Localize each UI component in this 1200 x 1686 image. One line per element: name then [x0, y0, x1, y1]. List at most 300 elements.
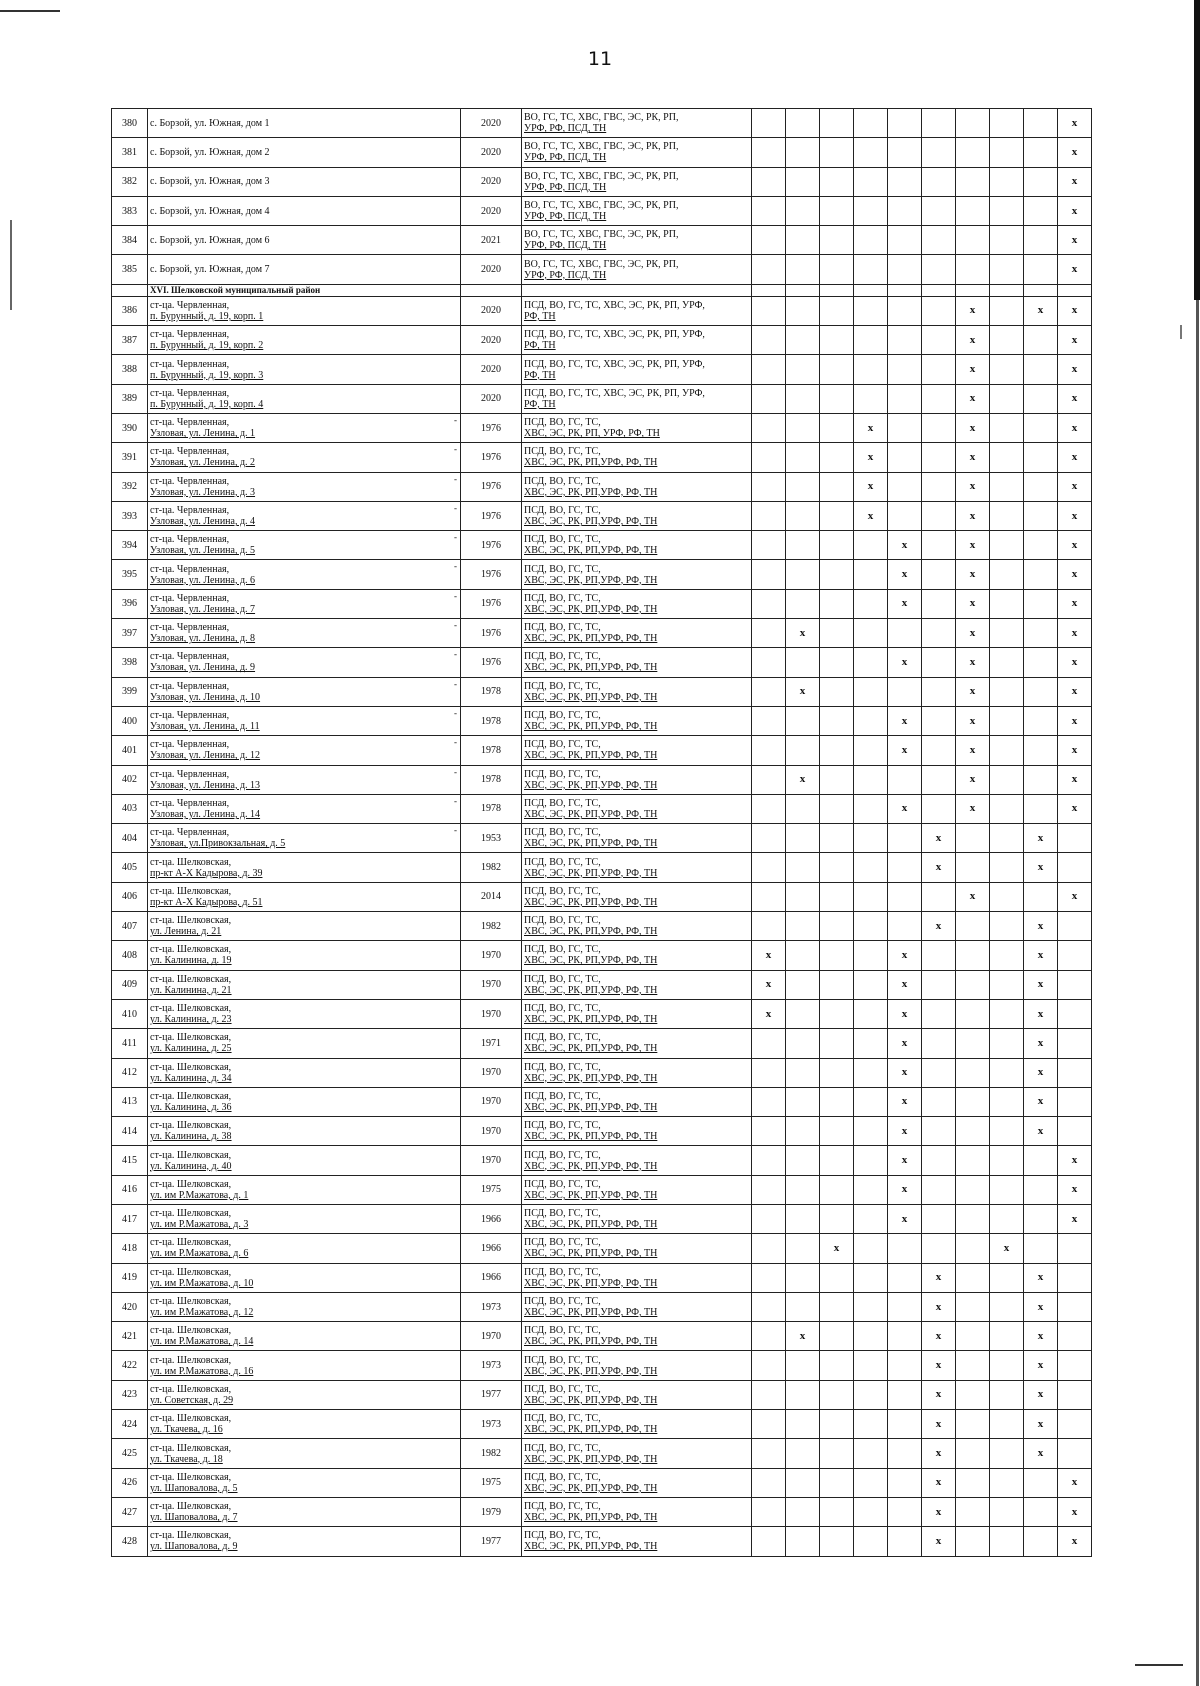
- address-line-1: ст-ца. Шелковская,: [150, 1325, 232, 1337]
- mark-cell: [922, 1117, 956, 1146]
- address-line-1: ст-ца. Червленная,: [150, 680, 230, 692]
- mark-cell: [990, 1527, 1024, 1556]
- mark-cell: [820, 619, 854, 648]
- works-cell: [522, 1351, 752, 1380]
- mark-cell: [786, 167, 820, 196]
- works-line-2: ХВС, ЭС, РК, РП,УРФ, РФ, ТН: [524, 662, 658, 674]
- mark-cell: x: [1058, 255, 1092, 284]
- mark-cell: [752, 355, 786, 384]
- address-line-2: ул. Калинина, д. 25: [150, 1043, 232, 1055]
- mark-cell: [990, 1439, 1024, 1468]
- mark-cell: [990, 1029, 1024, 1058]
- mark-cell: [786, 970, 820, 999]
- mark-cell: [854, 1029, 888, 1058]
- year-cell: 1982: [461, 853, 522, 882]
- address-line-2: п. Бурунный, д. 19, корп. 1: [150, 310, 264, 322]
- address-cell: [148, 196, 461, 225]
- works-cell: [522, 1058, 752, 1087]
- mark-cell: [888, 255, 922, 284]
- works-line-2: ХВС, ЭС, РК, РП,УРФ, РФ, ТН: [524, 1248, 658, 1260]
- mark-cell: [990, 326, 1024, 355]
- section-header-row: [112, 284, 1092, 296]
- row-number: 390: [112, 413, 148, 442]
- works-line-1: ПСД, ВО, ГС, ТС,: [524, 885, 601, 897]
- mark-cell: [1024, 138, 1058, 167]
- mark-cell: [888, 355, 922, 384]
- works-line-2: ХВС, ЭС, РК, РП,УРФ, РФ, ТН: [524, 633, 658, 645]
- address-cell: [148, 589, 461, 618]
- address-line-2: ул. им Р.Мажатова, д. 16: [150, 1365, 254, 1377]
- works-line-1: ПСД, ВО, ГС, ТС,: [524, 1061, 601, 1073]
- mark-cell: x: [956, 472, 990, 501]
- works-line-2: РФ, ТН: [524, 398, 556, 410]
- mark-cell: [786, 999, 820, 1028]
- works-cell: [522, 1497, 752, 1526]
- row-number: 397: [112, 619, 148, 648]
- year-cell: 1976: [461, 560, 522, 589]
- address-cell: [148, 736, 461, 765]
- year-cell: 1975: [461, 1175, 522, 1204]
- mark-cell: x: [888, 1029, 922, 1058]
- dash-mark: -: [454, 825, 457, 836]
- mark-cell: [854, 1439, 888, 1468]
- mark-cell: [752, 255, 786, 284]
- mark-cell: [990, 384, 1024, 413]
- mark-cell: [752, 167, 786, 196]
- mark-cell: x: [922, 1380, 956, 1409]
- mark-cell: x: [1024, 1263, 1058, 1292]
- mark-cell: x: [1058, 531, 1092, 560]
- works-line-2: ХВС, ЭС, РК, РП,УРФ, РФ, ТН: [524, 574, 658, 586]
- mark-cell: [888, 384, 922, 413]
- works-line-2: ХВС, ЭС, РК, РП,УРФ, РФ, ТН: [524, 516, 658, 527]
- mark-cell: [786, 1351, 820, 1380]
- year-cell: 1976: [461, 443, 522, 472]
- mark-cell: [922, 794, 956, 823]
- mark-cell: [990, 413, 1024, 442]
- row-number: 388: [112, 355, 148, 384]
- mark-cell: [820, 413, 854, 442]
- table-row: [112, 255, 1092, 284]
- works-line-2: ХВС, ЭС, РК, РП,УРФ, РФ, ТН: [524, 1336, 658, 1348]
- address-line-1: ст-ца. Шелковская,: [150, 1178, 232, 1190]
- address-line-1: ст-ца. Шелковская,: [150, 1032, 232, 1044]
- mark-cell: [752, 912, 786, 941]
- mark-cell: [888, 853, 922, 882]
- address-line-2: ул. им Р.Мажатова, д. 10: [150, 1277, 254, 1289]
- mark-cell: [990, 882, 1024, 911]
- address-line-2: Узловая, ул. Ленина, д. 14: [150, 808, 261, 820]
- mark-cell: [786, 912, 820, 941]
- table-row: [112, 999, 1092, 1028]
- year-cell: 2020: [461, 167, 522, 196]
- mark-cell: [820, 1204, 854, 1233]
- year-cell: 2020: [461, 326, 522, 355]
- mark-cell: [820, 1292, 854, 1321]
- table-row: [112, 1087, 1092, 1116]
- mark-cell: [1024, 501, 1058, 530]
- mark-cell: [752, 196, 786, 225]
- mark-cell: x: [922, 1468, 956, 1497]
- address-line-2: ул. Калинина, д. 38: [150, 1131, 232, 1143]
- mark-cell: [990, 531, 1024, 560]
- mark-cell: x: [1024, 1439, 1058, 1468]
- mark-cell: [1024, 1175, 1058, 1204]
- works-line-2: УРФ, РФ, ПСД, ТН: [524, 152, 607, 164]
- works-cell: [522, 589, 752, 618]
- address-cell: [148, 1175, 461, 1204]
- mark-cell: x: [888, 1117, 922, 1146]
- mark-cell: x: [956, 501, 990, 530]
- table-row: [112, 138, 1092, 167]
- address-cell: [148, 999, 461, 1028]
- mark-cell: [956, 941, 990, 970]
- mark-cell: [956, 1380, 990, 1409]
- mark-cell: [956, 1058, 990, 1087]
- mark-cell: [752, 1234, 786, 1263]
- year-cell: 2014: [461, 882, 522, 911]
- address-line-1: ст-ца. Червленная,: [150, 534, 230, 546]
- address-cell: [148, 1497, 461, 1526]
- mark-cell: x: [1024, 296, 1058, 325]
- works-cell: [522, 138, 752, 167]
- mark-cell: x: [1024, 1380, 1058, 1409]
- mark-cell: [752, 1468, 786, 1497]
- address-cell: [148, 531, 461, 560]
- mark-cell: [990, 501, 1024, 530]
- mark-cell: [820, 1468, 854, 1497]
- mark-cell: [922, 1146, 956, 1175]
- mark-cell: [854, 1117, 888, 1146]
- works-line-1: ВО, ГС, ТС, ХВС, ГВС, ЭС, РК, РП,: [524, 112, 679, 124]
- works-line-1: ПСД, ВО, ГС, ТС,: [524, 1032, 601, 1044]
- works-line-2: ХВС, ЭС, РК, РП,УРФ, РФ, ТН: [524, 779, 658, 791]
- year-cell: 1982: [461, 1439, 522, 1468]
- mark-cell: [1058, 1263, 1092, 1292]
- address-line-2: Узловая, ул. Ленина, д. 5: [150, 545, 256, 557]
- address-line-2: ул. Ткачева, д. 16: [150, 1424, 223, 1436]
- table-row: [112, 501, 1092, 530]
- mark-cell: x: [956, 355, 990, 384]
- mark-cell: [1024, 589, 1058, 618]
- mark-cell: [956, 1146, 990, 1175]
- mark-cell: [820, 1263, 854, 1292]
- mark-cell: [1058, 824, 1092, 853]
- mark-cell: [820, 736, 854, 765]
- mark-cell: [990, 794, 1024, 823]
- mark-cell: [922, 326, 956, 355]
- mark-cell: x: [888, 1204, 922, 1233]
- works-line-2: РФ, ТН: [524, 310, 556, 322]
- mark-cell: [752, 1292, 786, 1321]
- mark-cell: [888, 912, 922, 941]
- mark-cell: [922, 296, 956, 325]
- scan-artifact-left-mark: [10, 220, 12, 310]
- mark-cell: [786, 1410, 820, 1439]
- mark-cell: [820, 560, 854, 589]
- mark-cell: [786, 1263, 820, 1292]
- works-cell: [522, 413, 752, 442]
- works-line-1: ПСД, ВО, ГС, ТС,: [524, 1090, 601, 1102]
- table-row: [112, 1322, 1092, 1351]
- mark-cell: [922, 941, 956, 970]
- mark-cell: [854, 882, 888, 911]
- mark-cell: [854, 853, 888, 882]
- mark-cell: [1024, 531, 1058, 560]
- section-empty-mark-cell: [990, 284, 1024, 296]
- mark-cell: [1058, 999, 1092, 1028]
- mark-cell: [752, 531, 786, 560]
- works-line-1: ПСД, ВО, ГС, ТС,: [524, 446, 601, 458]
- address-line-2: ул. Калинина, д. 34: [150, 1072, 232, 1084]
- mark-cell: x: [1058, 765, 1092, 794]
- mark-cell: [888, 1351, 922, 1380]
- table-row: [112, 765, 1092, 794]
- table-row: [112, 736, 1092, 765]
- year-cell: 1966: [461, 1234, 522, 1263]
- works-line-2: ХВС, ЭС, РК, РП,УРФ, РФ, ТН: [524, 1160, 658, 1172]
- dash-mark: -: [454, 620, 457, 631]
- section-empty-mark-cell: [956, 284, 990, 296]
- mark-cell: [990, 1175, 1024, 1204]
- section-title: XVI. Шелковской муниципальный район: [148, 284, 461, 296]
- mark-cell: x: [956, 882, 990, 911]
- mark-cell: [1024, 226, 1058, 255]
- mark-cell: [820, 472, 854, 501]
- mark-cell: [922, 706, 956, 735]
- mark-cell: x: [1024, 1087, 1058, 1116]
- address-cell: [148, 296, 461, 325]
- mark-cell: x: [956, 560, 990, 589]
- works-line-1: ПСД, ВО, ГС, ТС,: [524, 563, 601, 575]
- mark-cell: [820, 1029, 854, 1058]
- mark-cell: [1058, 1058, 1092, 1087]
- mark-cell: [786, 109, 820, 138]
- mark-cell: [990, 226, 1024, 255]
- works-line-2: ХВС, ЭС, РК, РП,УРФ, РФ, ТН: [524, 1043, 658, 1055]
- mark-cell: [990, 1263, 1024, 1292]
- dash-mark: -: [454, 649, 457, 660]
- mark-cell: [752, 1527, 786, 1556]
- year-cell: 2021: [461, 226, 522, 255]
- mark-cell: [1024, 1204, 1058, 1233]
- mark-cell: x: [786, 619, 820, 648]
- works-cell: [522, 560, 752, 589]
- mark-cell: [752, 1439, 786, 1468]
- row-number: 405: [112, 853, 148, 882]
- row-number: 427: [112, 1497, 148, 1526]
- address-line-1: ст-ца. Шелковская,: [150, 915, 232, 927]
- mark-cell: [922, 196, 956, 225]
- mark-cell: [990, 109, 1024, 138]
- mark-cell: x: [1058, 443, 1092, 472]
- works-cell: [522, 1175, 752, 1204]
- address-cell: [148, 255, 461, 284]
- mark-cell: [854, 765, 888, 794]
- mark-cell: x: [956, 619, 990, 648]
- mark-cell: [922, 765, 956, 794]
- mark-cell: [854, 384, 888, 413]
- table-row: [112, 1146, 1092, 1175]
- works-line-1: ПСД, ВО, ГС, ТС,: [524, 592, 601, 604]
- mark-cell: [1058, 1410, 1092, 1439]
- mark-cell: [820, 326, 854, 355]
- mark-cell: x: [1058, 1497, 1092, 1526]
- address-cell: [148, 384, 461, 413]
- mark-cell: x: [1058, 589, 1092, 618]
- works-line-1: ВО, ГС, ТС, ХВС, ГВС, ЭС, РК, РП,: [524, 141, 679, 153]
- works-line-2: ХВС, ЭС, РК, РП,УРФ, РФ, ТН: [524, 1277, 658, 1289]
- mark-cell: [922, 999, 956, 1028]
- address-line-1: ст-ца. Червленная,: [150, 622, 230, 634]
- address-line-1: ст-ца. Шелковская,: [150, 1354, 232, 1366]
- address-cell: [148, 648, 461, 677]
- mark-cell: [854, 941, 888, 970]
- section-empty-mark-cell: [752, 284, 786, 296]
- mark-cell: [786, 1058, 820, 1087]
- table-row: [112, 619, 1092, 648]
- mark-cell: [990, 355, 1024, 384]
- mark-cell: [956, 1439, 990, 1468]
- mark-cell: [1058, 912, 1092, 941]
- mark-cell: [888, 677, 922, 706]
- address-cell: [148, 1292, 461, 1321]
- address-line-2: ул. Шаповалова, д. 7: [150, 1512, 238, 1524]
- address-line-1: ст-ца. Червленная,: [150, 797, 230, 809]
- row-number: 425: [112, 1439, 148, 1468]
- table-row: [112, 326, 1092, 355]
- address-line-1: ст-ца. Червленная,: [150, 768, 230, 780]
- mark-cell: x: [1058, 648, 1092, 677]
- address-line-1: с. Борзой, ул. Южная, дом 6: [150, 234, 270, 246]
- mark-cell: x: [1058, 1175, 1092, 1204]
- mark-cell: [990, 443, 1024, 472]
- mark-cell: [1024, 1527, 1058, 1556]
- section-empty-mark-cell: [786, 284, 820, 296]
- mark-cell: [1024, 326, 1058, 355]
- address-line-1: ст-ца. Червленная,: [150, 710, 230, 722]
- address-cell: [148, 824, 461, 853]
- year-cell: 1970: [461, 999, 522, 1028]
- mark-cell: [854, 824, 888, 853]
- mark-cell: x: [922, 1527, 956, 1556]
- scan-artifact-right-mark: [1180, 325, 1182, 339]
- works-cell: [522, 355, 752, 384]
- mark-cell: x: [786, 765, 820, 794]
- mark-cell: x: [1058, 677, 1092, 706]
- year-cell: 2020: [461, 196, 522, 225]
- mark-cell: [854, 1497, 888, 1526]
- mark-cell: [786, 1087, 820, 1116]
- mark-cell: [922, 736, 956, 765]
- address-line-1: ст-ца. Шелковская,: [150, 1501, 232, 1513]
- mark-cell: [854, 296, 888, 325]
- mark-cell: x: [956, 413, 990, 442]
- year-cell: 1973: [461, 1410, 522, 1439]
- works-line-2: ХВС, ЭС, РК, РП, УРФ, РФ, ТН: [524, 428, 660, 440]
- mark-cell: [1024, 648, 1058, 677]
- year-cell: 1970: [461, 1058, 522, 1087]
- dash-mark: -: [454, 590, 457, 601]
- works-cell: [522, 619, 752, 648]
- address-line-1: ст-ца. Червленная,: [150, 358, 230, 370]
- mark-cell: x: [1058, 560, 1092, 589]
- address-line-2: Узловая, ул. Ленина, д. 10: [150, 691, 261, 703]
- works-line-1: ПСД, ВО, ГС, ТС,: [524, 1208, 601, 1220]
- year-cell: 1977: [461, 1380, 522, 1409]
- address-line-2: ул. Калинина, д. 19: [150, 955, 232, 967]
- section-empty-year-cell: [461, 284, 522, 296]
- works-line-2: ХВС, ЭС, РК, РП,УРФ, РФ, ТН: [524, 1189, 658, 1201]
- mark-cell: [752, 296, 786, 325]
- mark-cell: [888, 1263, 922, 1292]
- mark-cell: x: [1024, 912, 1058, 941]
- mark-cell: [786, 255, 820, 284]
- works-line-2: ХВС, ЭС, РК, РП,УРФ, РФ, ТН: [524, 955, 658, 967]
- address-cell: [148, 912, 461, 941]
- mark-cell: x: [888, 941, 922, 970]
- address-line-2: пр-кт А-Х Кадырова, д. 51: [150, 896, 263, 908]
- works-line-2: ХВС, ЭС, РК, РП,УРФ, РФ, ТН: [524, 984, 658, 996]
- mark-cell: x: [820, 1234, 854, 1263]
- mark-cell: [888, 1292, 922, 1321]
- mark-cell: x: [752, 999, 786, 1028]
- address-cell: [148, 1468, 461, 1497]
- mark-cell: x: [956, 326, 990, 355]
- table-row: [112, 167, 1092, 196]
- table-row: [112, 1204, 1092, 1233]
- works-line-2: ХВС, ЭС, РК, РП,УРФ, РФ, ТН: [524, 457, 658, 469]
- year-cell: 2020: [461, 384, 522, 413]
- year-cell: 1976: [461, 472, 522, 501]
- mark-cell: [786, 226, 820, 255]
- row-number: 403: [112, 794, 148, 823]
- works-cell: [522, 1468, 752, 1497]
- mark-cell: [786, 824, 820, 853]
- mark-cell: [854, 1263, 888, 1292]
- works-line-2: ХВС, ЭС, РК, РП,УРФ, РФ, ТН: [524, 603, 658, 615]
- row-number: 408: [112, 941, 148, 970]
- mark-cell: [820, 794, 854, 823]
- page-number: 11: [587, 48, 613, 70]
- mark-cell: x: [1058, 1204, 1092, 1233]
- mark-cell: x: [854, 501, 888, 530]
- mark-cell: [990, 1351, 1024, 1380]
- mark-cell: [990, 589, 1024, 618]
- mark-cell: [888, 1527, 922, 1556]
- mark-cell: [956, 1087, 990, 1116]
- address-cell: [148, 1029, 461, 1058]
- address-line-2: ул. Калинина, д. 40: [150, 1160, 232, 1172]
- address-line-2: Узловая, ул. Ленина, д. 7: [150, 603, 256, 615]
- mark-cell: [820, 941, 854, 970]
- table-row: [112, 677, 1092, 706]
- year-cell: 1971: [461, 1029, 522, 1058]
- year-cell: 1978: [461, 736, 522, 765]
- address-cell: [148, 355, 461, 384]
- table-row: [112, 824, 1092, 853]
- table-row: [112, 1058, 1092, 1087]
- mark-cell: [888, 1380, 922, 1409]
- dash-mark: -: [454, 678, 457, 689]
- table-row: [112, 970, 1092, 999]
- row-number: 398: [112, 648, 148, 677]
- year-cell: 1976: [461, 589, 522, 618]
- mark-cell: [854, 589, 888, 618]
- mark-cell: [820, 443, 854, 472]
- works-cell: [522, 912, 752, 941]
- mark-cell: [786, 472, 820, 501]
